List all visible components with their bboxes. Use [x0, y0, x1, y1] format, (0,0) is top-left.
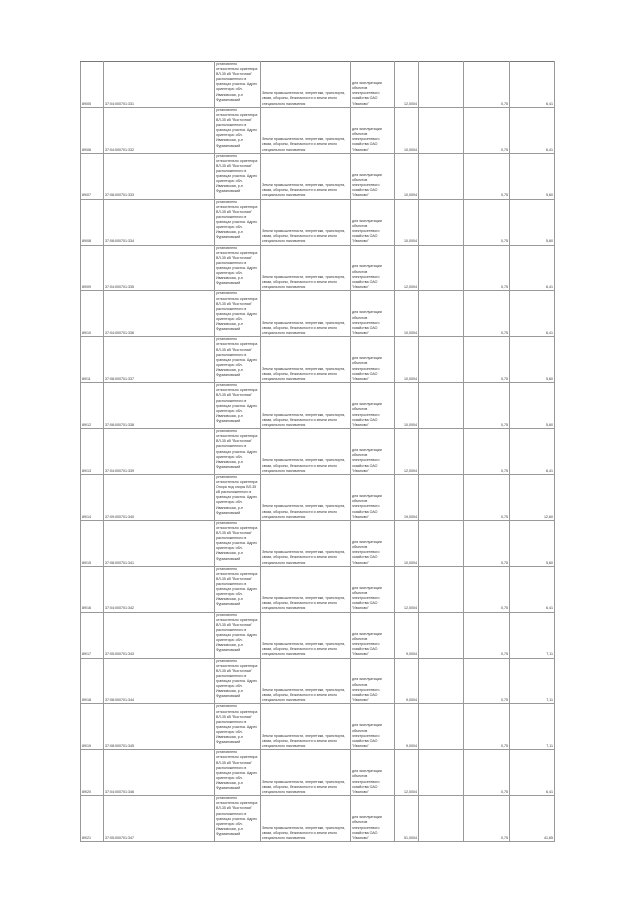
permitted-use-cell: для эксплуатации объектов электросетевого хозяйства ОАО "Иваново": [351, 153, 395, 199]
cadastral-number-cell: 37:04:000701:335: [104, 245, 215, 291]
land-category-cell: Земли промышленности, энергетики, транспорта, связи, обороны, безопасности и земли иного специального назначения: [261, 796, 351, 842]
rate-cell: 0,75: [464, 245, 510, 291]
table-row: [81, 750, 555, 796]
permitted-use-cell: для эксплуатации объектов электросетевого хозяйства ОАО "Иваново": [351, 245, 395, 291]
empty-cell-cell: [419, 245, 464, 291]
rate-cell: 0,75: [464, 62, 510, 108]
cadastral-number-cell: 37:08:000701:345: [104, 704, 215, 750]
area-cell: 10,0004: [395, 199, 419, 245]
land-category-cell: Земли промышленности, энергетики, транспорта, связи, обороны, безопасности и земли иного специального назначения: [261, 291, 351, 337]
plot-id-cell: 89/07: [81, 153, 104, 199]
plot-id-cell: 89/21: [81, 796, 104, 842]
plot-id-cell: 89/14: [81, 475, 104, 521]
value-cell: 5,60: [510, 337, 555, 383]
plot-id-cell: 89/16: [81, 566, 104, 612]
value-cell: 7,11: [510, 658, 555, 704]
area-cell: 12,0004: [395, 429, 419, 475]
rate-cell: 0,75: [464, 704, 510, 750]
area-cell: 51,0004: [395, 796, 419, 842]
location-description-cell: установлено относительно ориентира ВЛ-35 кВ "Восточная" расположенного в границах участка. Адрес ориентира: обл. Ивановская, р-н Фурмановский: [215, 153, 261, 199]
cadastral-number-cell: 37:04:000701:346: [104, 750, 215, 796]
rate-cell: 0,75: [464, 475, 510, 521]
empty-cell-cell: [419, 658, 464, 704]
land-category-cell: Земли промышленности, энергетики, транспорта, связи, обороны, безопасности и земли иного специального назначения: [261, 383, 351, 429]
empty-cell-cell: [419, 153, 464, 199]
plot-id-cell: 89/20: [81, 750, 104, 796]
empty-cell-cell: [419, 291, 464, 337]
table-row: [81, 107, 555, 153]
rate-cell: 0,75: [464, 107, 510, 153]
table-row: [81, 704, 555, 750]
area-cell: 9,0004: [395, 612, 419, 658]
value-cell: 6,41: [510, 750, 555, 796]
land-category-cell: Земли промышленности, энергетики, транспорта, связи, обороны, безопасности и земли иного специального назначения: [261, 475, 351, 521]
rate-cell: 0,75: [464, 566, 510, 612]
table-row: [81, 796, 555, 842]
land-category-cell: Земли промышленности, энергетики, транспорта, связи, обороны, безопасности и земли иного специального назначения: [261, 704, 351, 750]
area-cell: 10,0004: [395, 291, 419, 337]
plot-id-cell: 89/09: [81, 245, 104, 291]
area-cell: 9,0004: [395, 658, 419, 704]
plot-id-cell: 89/15: [81, 520, 104, 566]
permitted-use-cell: для эксплуатации объектов электросетевого хозяйства ОАО "Иваново": [351, 704, 395, 750]
cadastral-number-cell: 37:04:000701:332: [104, 107, 215, 153]
cadastral-number-cell: 37:08:000701:334: [104, 199, 215, 245]
land-plots-table: [80, 61, 555, 842]
table-row: [81, 291, 555, 337]
rate-cell: 0,75: [464, 199, 510, 245]
empty-cell-cell: [419, 199, 464, 245]
land-category-cell: Земли промышленности, энергетики, транспорта, связи, обороны, безопасности и земли иного специального назначения: [261, 107, 351, 153]
permitted-use-cell: для эксплуатации объектов электросетевого хозяйства ОАО "Иваново": [351, 750, 395, 796]
permitted-use-cell: для эксплуатации объектов электросетевого хозяйства ОАО "Иваново": [351, 520, 395, 566]
value-cell: 6,41: [510, 107, 555, 153]
land-category-cell: Земли промышленности, энергетики, транспорта, связи, обороны, безопасности и земли иного специального назначения: [261, 658, 351, 704]
value-cell: 5,60: [510, 199, 555, 245]
table-row: [81, 520, 555, 566]
table-row: [81, 658, 555, 704]
table-row: [81, 153, 555, 199]
empty-cell-cell: [419, 566, 464, 612]
value-cell: 6,41: [510, 291, 555, 337]
rate-cell: 0,75: [464, 153, 510, 199]
location-description-cell: установлено относительно ориентира ВЛ-35 кВ "Восточная" расположенного в границах участка. Адрес ориентира: обл. Ивановская, р-н Фурмановский: [215, 199, 261, 245]
empty-cell-cell: [419, 62, 464, 108]
table-body: [81, 62, 555, 842]
location-description-cell: установлено относительно ориентира ВЛ-35 кВ "Восточная" расположенного в границах участка. Адрес ориентира: обл. Ивановская, р-н Фурмановский: [215, 750, 261, 796]
rate-cell: 0,75: [464, 750, 510, 796]
permitted-use-cell: для эксплуатации объектов электросетевого хозяйства ОАО "Иваново": [351, 566, 395, 612]
empty-cell-cell: [419, 429, 464, 475]
rate-cell: 0,75: [464, 796, 510, 842]
cadastral-number-cell: 37:08:000701:338: [104, 383, 215, 429]
land-category-cell: Земли промышленности, энергетики, транспорта, связи, обороны, безопасности и земли иного специального назначения: [261, 750, 351, 796]
land-category-cell: Земли промышленности, энергетики, транспорта, связи, обороны, безопасности и земли иного специального назначения: [261, 199, 351, 245]
permitted-use-cell: для эксплуатации объектов электросетевого хозяйства ОАО "Иваново": [351, 199, 395, 245]
permitted-use-cell: для эксплуатации объектов электросетевого хозяйства ОАО "Иваново": [351, 475, 395, 521]
empty-cell-cell: [419, 383, 464, 429]
location-description-cell: установлено относительно ориентира ВЛ-35 кВ "Восточная" расположенного в границах участка. Адрес ориентира: обл. Ивановская, р-н Фурмановский: [215, 704, 261, 750]
permitted-use-cell: для эксплуатации объектов электросетевого хозяйства ОАО "Иваново": [351, 796, 395, 842]
cadastral-number-cell: 37:08:000701:341: [104, 520, 215, 566]
cadastral-number-cell: 37:09:000701:340: [104, 475, 215, 521]
area-cell: 9,0004: [395, 704, 419, 750]
land-category-cell: Земли промышленности, энергетики, транспорта, связи, обороны, безопасности и земли иного специального назначения: [261, 153, 351, 199]
cadastral-number-cell: 37:08:000701:344: [104, 658, 215, 704]
land-category-cell: Земли промышленности, энергетики, транспорта, связи, обороны, безопасности и земли иного специального назначения: [261, 429, 351, 475]
empty-cell-cell: [419, 520, 464, 566]
location-description-cell: установлено относительно ориентира Опора под опоры ВЛ-35 кВ расположенного в границах участка. Адрес ориентира: обл. Ивановская, р-н Фурмановский: [215, 475, 261, 521]
table-row: [81, 612, 555, 658]
value-cell: 5,60: [510, 153, 555, 199]
permitted-use-cell: для эксплуатации объектов электросетевого хозяйства ОАО "Иваново": [351, 429, 395, 475]
location-description-cell: установлено относительно ориентира ВЛ-35 кВ "Восточная" расположенного в границах участка. Адрес ориентира: обл. Ивановская, р-н Фурмановский: [215, 62, 261, 108]
cadastral-number-cell: 37:05:000701:343: [104, 612, 215, 658]
plot-id-cell: 89/12: [81, 383, 104, 429]
table-row: [81, 383, 555, 429]
value-cell: 7,11: [510, 704, 555, 750]
permitted-use-cell: для эксплуатации объектов электросетевого хозяйства ОАО "Иваново": [351, 658, 395, 704]
land-category-cell: Земли промышленности, энергетики, транспорта, связи, обороны, безопасности и земли иного специального назначения: [261, 612, 351, 658]
table-row: [81, 475, 555, 521]
plot-id-cell: 89/13: [81, 429, 104, 475]
location-description-cell: установлено относительно ориентира ВЛ-35 кВ "Восточная" расположенного в границах участка. Адрес ориентира: обл. Ивановская, р-н Фурмановский: [215, 337, 261, 383]
empty-cell-cell: [419, 704, 464, 750]
location-description-cell: установлено относительно ориентира ВЛ-35 кВ "Восточная" расположенного в границах участка. Адрес ориентира: обл. Ивановская, р-н Фурмановский: [215, 566, 261, 612]
value-cell: 6,41: [510, 62, 555, 108]
location-description-cell: установлено относительно ориентира ВЛ-35 кВ "Восточная" расположенного в границах участка. Адрес ориентира: обл. Ивановская, р-н Фурмановский: [215, 291, 261, 337]
area-cell: 10,0004: [395, 337, 419, 383]
plot-id-cell: 89/10: [81, 291, 104, 337]
land-category-cell: Земли промышленности, энергетики, транспорта, связи, обороны, безопасности и земли иного специального назначения: [261, 520, 351, 566]
permitted-use-cell: для эксплуатации объектов электросетевого хозяйства ОАО "Иваново": [351, 107, 395, 153]
cadastral-number-cell: 37:08:000701:333: [104, 153, 215, 199]
location-description-cell: установлено относительно ориентира ВЛ-35 кВ "Восточная" расположенного в границах участка. Адрес ориентира: обл. Ивановская, р-н Фурмановский: [215, 612, 261, 658]
location-description-cell: установлено относительно ориентира ВЛ-35 кВ "Восточная" расположенного в границах участка. Адрес ориентира: обл. Ивановская, р-н Фурмановский: [215, 796, 261, 842]
value-cell: 41,65: [510, 796, 555, 842]
plot-id-cell: 89/19: [81, 704, 104, 750]
land-category-cell: Земли промышленности, энергетики, транспорта, связи, обороны, безопасности и земли иного специального назначения: [261, 62, 351, 108]
value-cell: 5,60: [510, 383, 555, 429]
plot-id-cell: 89/17: [81, 612, 104, 658]
permitted-use-cell: для эксплуатации объектов электросетевого хозяйства ОАО "Иваново": [351, 291, 395, 337]
table-row: [81, 62, 555, 108]
rate-cell: 0,75: [464, 383, 510, 429]
location-description-cell: установлено относительно ориентира ВЛ-35 кВ "Восточная" расположенного в границах участка. Адрес ориентира: обл. Ивановская, р-н Фурмановский: [215, 107, 261, 153]
table-row: [81, 199, 555, 245]
value-cell: 5,60: [510, 520, 555, 566]
rate-cell: 0,75: [464, 337, 510, 383]
value-cell: 7,11: [510, 612, 555, 658]
area-cell: 10,0004: [395, 153, 419, 199]
empty-cell-cell: [419, 612, 464, 658]
empty-cell-cell: [419, 475, 464, 521]
land-category-cell: Земли промышленности, энергетики, транспорта, связи, обороны, безопасности и земли иного специального назначения: [261, 566, 351, 612]
value-cell: 6,41: [510, 429, 555, 475]
rate-cell: 0,75: [464, 658, 510, 704]
land-category-cell: Земли промышленности, энергетики, транспорта, связи, обороны, безопасности и земли иного специального назначения: [261, 245, 351, 291]
area-cell: 12,0004: [395, 245, 419, 291]
value-cell: 6,41: [510, 245, 555, 291]
empty-cell-cell: [419, 750, 464, 796]
area-cell: 10,0004: [395, 520, 419, 566]
value-cell: 12,60: [510, 475, 555, 521]
plot-id-cell: 89/18: [81, 658, 104, 704]
permitted-use-cell: для эксплуатации объектов электросетевого хозяйства ОАО "Иваново": [351, 383, 395, 429]
area-cell: 12,0004: [395, 62, 419, 108]
table-row: [81, 566, 555, 612]
area-cell: 12,0004: [395, 566, 419, 612]
location-description-cell: установлено относительно ориентира ВЛ-35 кВ "Восточная" расположенного в границах участка. Адрес ориентира: обл. Ивановская, р-н Фурмановский: [215, 658, 261, 704]
location-description-cell: установлено относительно ориентира ВЛ-35 кВ "Восточная" расположенного в границах участка. Адрес ориентира: обл. Ивановская, р-н Фурмановский: [215, 429, 261, 475]
permitted-use-cell: для эксплуатации объектов электросетевого хозяйства ОАО "Иваново": [351, 337, 395, 383]
permitted-use-cell: для эксплуатации объектов электросетевого хозяйства ОАО "Иваново": [351, 62, 395, 108]
value-cell: 6,41: [510, 566, 555, 612]
plot-id-cell: 89/06: [81, 107, 104, 153]
rate-cell: 0,75: [464, 291, 510, 337]
plot-id-cell: 89/05: [81, 62, 104, 108]
area-cell: 10,0004: [395, 383, 419, 429]
empty-cell-cell: [419, 337, 464, 383]
rate-cell: 0,75: [464, 429, 510, 475]
location-description-cell: установлено относительно ориентира ВЛ-35 кВ "Восточная" расположенного в границах участка. Адрес ориентира: обл. Ивановская, р-н Фурмановский: [215, 520, 261, 566]
area-cell: 10,0004: [395, 107, 419, 153]
cadastral-number-cell: 37:05:000701:347: [104, 796, 215, 842]
area-cell: 12,0004: [395, 750, 419, 796]
location-description-cell: установлено относительно ориентира ВЛ-35 кВ "Восточная" расположенного в границах участка. Адрес ориентира: обл. Ивановская, р-н Фурмановский: [215, 245, 261, 291]
plot-id-cell: 89/11: [81, 337, 104, 383]
table-row: [81, 429, 555, 475]
plot-id-cell: 89/08: [81, 199, 104, 245]
location-description-cell: установлено относительно ориентира ВЛ-35 кВ "Восточная" расположенного в границах участка. Адрес ориентира: обл. Ивановская, р-н Фурмановский: [215, 383, 261, 429]
rate-cell: 0,75: [464, 612, 510, 658]
table-row: [81, 337, 555, 383]
cadastral-number-cell: 37:08:000701:337: [104, 337, 215, 383]
cadastral-number-cell: 37:04:000701:339: [104, 429, 215, 475]
cadastral-number-cell: 37:04:000701:331: [104, 62, 215, 108]
empty-cell-cell: [419, 796, 464, 842]
cadastral-number-cell: 37:04:000701:342: [104, 566, 215, 612]
area-cell: 19,0004: [395, 475, 419, 521]
table-row: [81, 245, 555, 291]
permitted-use-cell: для эксплуатации объектов электросетевого хозяйства ОАО "Иваново": [351, 612, 395, 658]
land-category-cell: Земли промышленности, энергетики, транспорта, связи, обороны, безопасности и земли иного специального назначения: [261, 337, 351, 383]
rate-cell: 0,75: [464, 520, 510, 566]
empty-cell-cell: [419, 107, 464, 153]
cadastral-number-cell: 37:04:000701:336: [104, 291, 215, 337]
